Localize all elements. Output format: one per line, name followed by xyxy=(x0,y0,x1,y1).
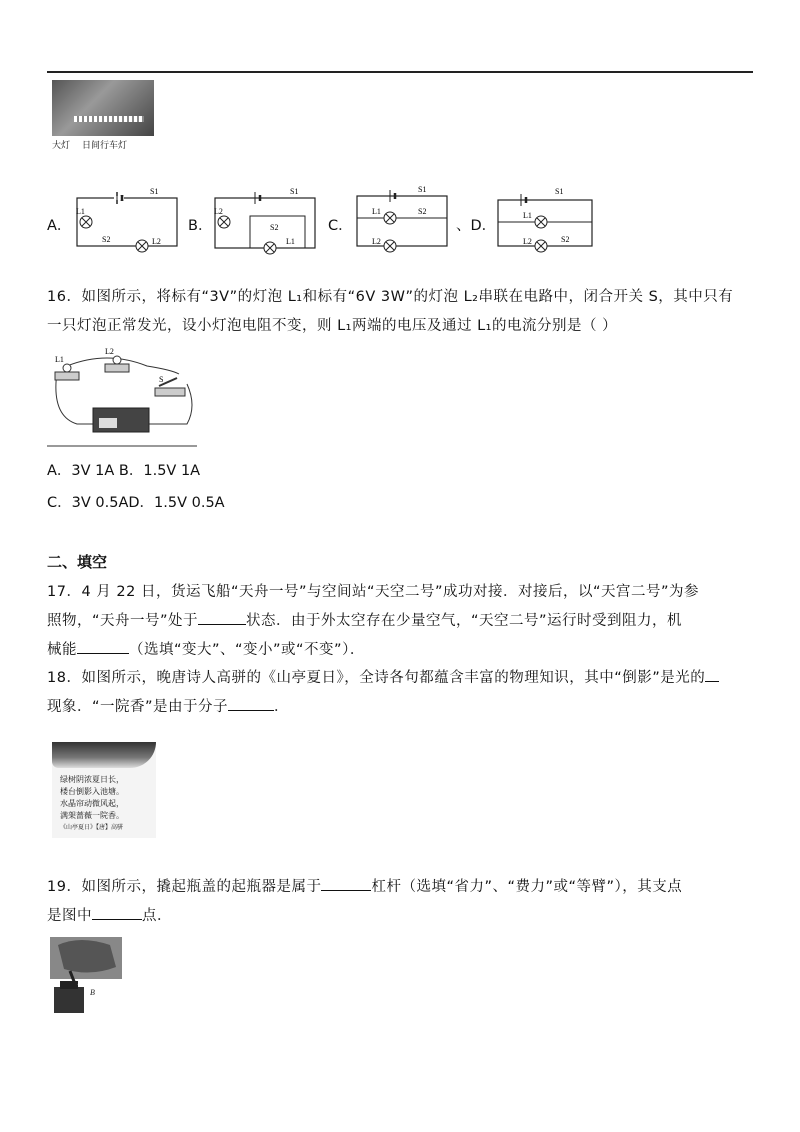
q19-blank1[interactable] xyxy=(321,876,371,891)
q18-line2a: 现象．“一院香”是由于分子 xyxy=(47,699,229,715)
q17-text xyxy=(47,578,757,665)
circuit-d xyxy=(493,186,597,252)
q18-blank2[interactable] xyxy=(228,696,274,711)
q15-option-d-label: 、D． xyxy=(456,218,497,234)
svg-text:A: A xyxy=(78,978,83,987)
circuit-b xyxy=(210,188,320,256)
poem-line: 楼台倒影入池塘。 xyxy=(60,787,124,796)
q17-line3a: 械能 xyxy=(47,642,77,658)
q19-text xyxy=(47,873,757,931)
q18-blank1[interactable] xyxy=(705,667,719,682)
q18-line1 xyxy=(47,664,757,693)
svg-text:L1: L1 xyxy=(286,237,295,246)
q16-options-row2: C．3V 0.5AD．1.5V 0.5A xyxy=(47,495,225,511)
q16-figure xyxy=(47,346,197,448)
svg-text:S1: S1 xyxy=(418,185,427,194)
q19-line1 xyxy=(47,873,757,902)
svg-text:S1: S1 xyxy=(555,187,564,196)
q16-options-row1: A．3V 1A B．1.5V 1A xyxy=(47,463,201,479)
q17-line3b: （选填“变大”、“变小”或“不变”）． xyxy=(129,642,365,658)
q17-line2 xyxy=(47,607,757,636)
svg-text:L2: L2 xyxy=(372,237,381,246)
poem-figure xyxy=(52,742,156,838)
svg-text:B: B xyxy=(90,988,95,997)
q19-line2a: 是图中 xyxy=(47,908,92,924)
q18-text xyxy=(47,664,757,722)
poem-source: 《山亭夏日》【唐】高骈 xyxy=(60,824,124,831)
svg-text:S: S xyxy=(159,375,164,384)
svg-text:L1: L1 xyxy=(523,211,532,220)
svg-text:L1: L1 xyxy=(55,355,64,364)
svg-text:S1: S1 xyxy=(150,187,159,196)
led-strip xyxy=(74,116,144,122)
q15-option-a-label: A． xyxy=(47,218,72,234)
headlight-photo xyxy=(52,80,154,136)
poem-line: 满架蔷薇一院香。 xyxy=(60,811,124,820)
q19-line1a: 19．如图所示，撬起瓶盖的起瓶器是属于 xyxy=(47,879,322,895)
section-title: 二、填空 xyxy=(47,553,108,571)
poem-line: 水晶帘动微风起， xyxy=(60,799,124,808)
svg-text:L2: L2 xyxy=(214,207,223,216)
q18-line2b: ． xyxy=(274,699,290,715)
q17-blank1[interactable] xyxy=(198,610,246,625)
q16-line1: 16．如图所示，将标有“3V”的灯泡 L₁和标有“6V 3W”的灯泡 L₂串联在电路中，闭合开关 S，其中只有 xyxy=(47,289,734,305)
q17-line1: 17．4 月 22 日，货运飞船“天舟一号”与空间站“天空二号”成功对接．对接后，以“天宫二号”为参 xyxy=(47,584,700,600)
svg-text:S2: S2 xyxy=(270,223,279,232)
q17-line2a: 照物，“天舟一号”处于 xyxy=(47,613,199,629)
q17-blank2[interactable] xyxy=(77,639,129,654)
poem-line: 绿树阴浓夏日长， xyxy=(60,775,124,784)
q17-line3 xyxy=(47,636,757,665)
q15-option-c-label: C． xyxy=(328,218,353,234)
svg-text:L1: L1 xyxy=(76,207,85,216)
q16-line2: 一只灯泡正常发光，设小灯泡电阻不变，则 L₁两端的电压及通过 L₁的电流分别是（ ） xyxy=(47,318,618,334)
q19-line1b: 杠杆（选填“省力”、“费力”或“等臂”），其支点 xyxy=(371,879,683,895)
q19-blank2[interactable] xyxy=(92,905,142,920)
poem-text xyxy=(60,774,124,834)
q18-line1-text: 18．如图所示，晚唐诗人高骈的《山亭夏日》，全诗各句都蕴含丰富的物理知识，其中“倒影”是光的 xyxy=(47,670,706,686)
headlight-figure xyxy=(52,80,154,156)
svg-text:S1: S1 xyxy=(290,187,299,196)
poem-landscape xyxy=(52,742,156,768)
q19-line2b: 点． xyxy=(142,908,172,924)
circuit-c xyxy=(352,186,452,252)
label-headlight: 大灯 xyxy=(52,141,71,151)
q16-text xyxy=(47,283,757,341)
q17-line2b: 状态．由于外太空存在少量空气，“天空二号”运行时受到阻力，机 xyxy=(246,613,683,629)
svg-text:S2: S2 xyxy=(561,235,570,244)
svg-text:S2: S2 xyxy=(102,235,111,244)
q18-line2 xyxy=(47,693,757,722)
svg-text:L2: L2 xyxy=(523,237,532,246)
circuit-a xyxy=(72,188,182,256)
q19-line2 xyxy=(47,902,757,931)
bottle-opener-figure xyxy=(50,937,122,1015)
svg-text:L2: L2 xyxy=(105,347,114,356)
svg-text:L2: L2 xyxy=(152,237,161,246)
svg-text:S2: S2 xyxy=(418,207,427,216)
top-rule xyxy=(47,71,753,73)
label-daytime-light: 日间行车灯 xyxy=(82,141,128,151)
q15-option-b-label: B． xyxy=(188,218,213,234)
svg-text:L1: L1 xyxy=(372,207,381,216)
